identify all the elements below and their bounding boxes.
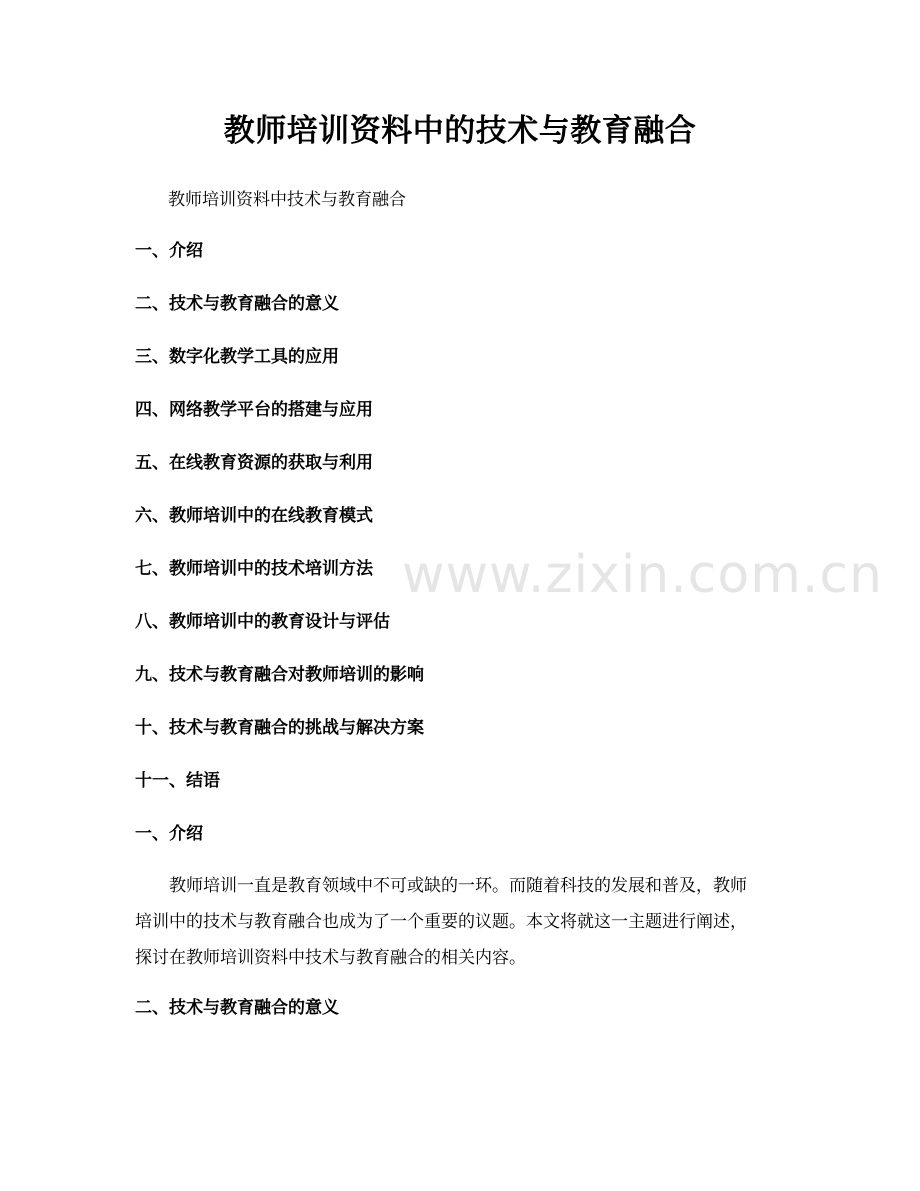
- paragraph-line-1: 教师培训一直是教育领域中不可或缺的一环。而随着科技的发展和普及，教师: [169, 876, 747, 896]
- toc-item-8: 八、教师培训中的教育设计与评估: [135, 612, 390, 632]
- watermark-text: www.zixin.com.cn: [402, 545, 883, 605]
- toc-item-7: 七、教师培训中的技术培训方法: [135, 559, 373, 579]
- toc-item-4: 四、网络教学平台的搭建与应用: [135, 400, 373, 420]
- section-heading-significance: 二、技术与教育融合的意义: [135, 998, 339, 1018]
- document-subtitle: 教师培训资料中技术与教育融合: [168, 190, 406, 210]
- toc-item-3: 三、数字化教学工具的应用: [135, 347, 339, 367]
- toc-item-6: 六、教师培训中的在线教育模式: [135, 506, 373, 526]
- section-paragraph-intro: [135, 868, 785, 976]
- section-heading-intro: 一、介绍: [135, 824, 203, 844]
- paragraph-line-2: 培训中的技术与教育融合也成为了一个重要的议题。本文将就这一主题进行阐述，: [135, 912, 747, 932]
- paragraph-line-3: 探讨在教师培训资料中技术与教育融合的相关内容。: [135, 948, 526, 968]
- document-title: 教师培训资料中的技术与教育融合: [223, 113, 697, 149]
- toc-item-2: 二、技术与教育融合的意义: [135, 294, 339, 314]
- toc-item-11: 十一、结语: [135, 771, 220, 791]
- toc-item-9: 九、技术与教育融合对教师培训的影响: [135, 665, 424, 685]
- toc-item-1: 一、介绍: [135, 241, 203, 261]
- toc-item-5: 五、在线教育资源的获取与利用: [135, 453, 373, 473]
- toc-item-10: 十、技术与教育融合的挑战与解决方案: [135, 718, 424, 738]
